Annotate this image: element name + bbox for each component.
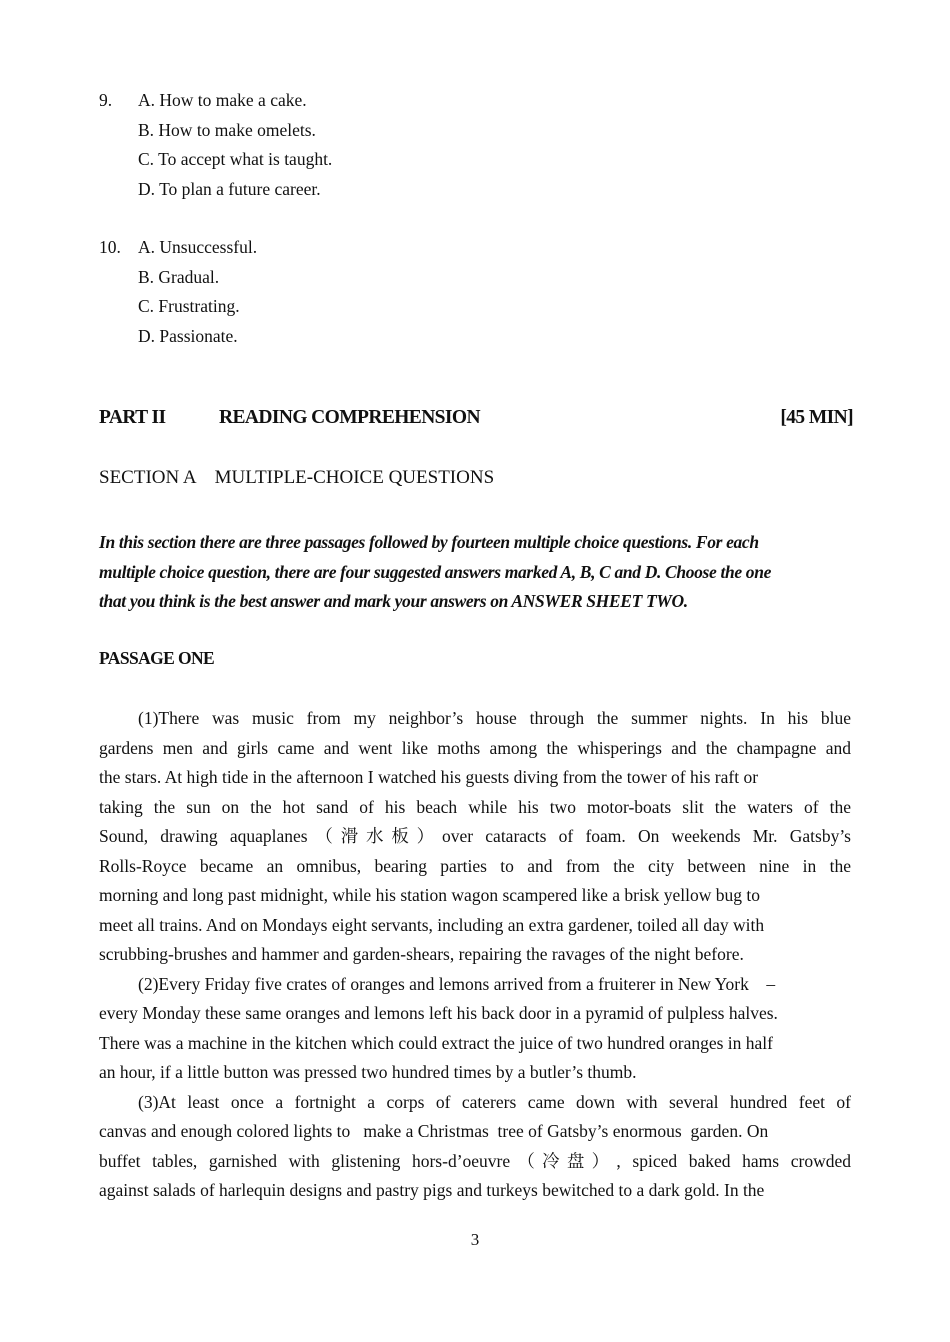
- instruction-line: that you think is the best answer and mark your answers on ANSWER SHEET TWO.: [99, 591, 688, 611]
- question-number: 10.: [99, 237, 121, 257]
- passage-line: taking the sun on the hot sand of his beach while his two motor-boats slit the waters of the: [99, 796, 851, 817]
- option-d: D. To plan a future career.: [138, 178, 321, 199]
- passage-line: gardens men and girls came and went like moths among the whisperings and the champagne and: [99, 737, 851, 758]
- option-b: B. Gradual.: [138, 266, 220, 287]
- passage-line: (2)Every Friday five crates of oranges and lemons arrived from a fruiterer in New York –: [138, 973, 776, 994]
- passage-title: PASSAGE ONE: [99, 648, 215, 668]
- passage-line: (3)At least once a fortnight a corps of caterers came down with several hundred feet of: [138, 1091, 851, 1112]
- part-title: READING COMPREHENSION: [219, 407, 480, 428]
- instruction-line: multiple choice question, there are four suggested answers marked A, B, C and D. Choose the one: [99, 561, 771, 582]
- part-number: PART II: [99, 407, 166, 428]
- option-c: C. Frustrating.: [138, 296, 240, 316]
- passage-line: Sound, drawing aquaplanes（滑水板）over cataracts of foam. On weekends Mr. Gatsby’s: [99, 826, 851, 846]
- option-b: B. How to make omelets.: [138, 119, 316, 140]
- passage-line: the stars. At high tide in the afternoon I watched his guests diving from the tower of his raft or: [99, 767, 759, 787]
- section-heading: SECTION A MULTIPLE-CHOICE QUESTIONS: [99, 467, 495, 488]
- option-a: A. Unsuccessful.: [138, 237, 258, 257]
- passage-line: There was a machine in the kitchen which could extract the juice of two hundred oranges in half: [99, 1032, 773, 1053]
- option-a: A. How to make a cake.: [138, 90, 307, 110]
- passage-line: every Monday these same oranges and lemons left his back door in a pyramid of pulpless halves.: [99, 1003, 778, 1023]
- passage-line: morning and long past midnight, while his station wagon scampered like a brisk yellow bug to: [99, 885, 761, 905]
- question-9: [99, 86, 332, 204]
- section-instructions: [99, 528, 887, 617]
- part-time: [45 MIN]: [780, 407, 853, 428]
- passage-line: against salads of harlequin designs and pastry pigs and turkeys bewitched to a dark gold. In the: [99, 1180, 765, 1200]
- passage-line: Rolls-Royce became an omnibus, bearing parties to and from the city between nine in the: [99, 855, 851, 876]
- passage-line: (1)There was music from my neighbor’s house through the summer nights. In his blue: [138, 708, 851, 728]
- passage-text: [99, 704, 851, 1206]
- instruction-line: In this section there are three passages followed by fourteen multiple choice questions. For each: [99, 532, 759, 552]
- passage-line: an hour, if a little button was pressed two hundred times by a butler’s thumb.: [99, 1062, 637, 1082]
- question-10: [99, 233, 257, 351]
- page-number: 3: [470, 1230, 480, 1249]
- passage-line: meet all trains. And on Mondays eight servants, including an extra gardener, toiled all day with: [99, 914, 765, 935]
- option-c: C. To accept what is taught.: [138, 149, 333, 169]
- passage-line: buffet tables, garnished with glistening hors-d’oeuvre（冷盘）, spiced baked hams crowded: [99, 1150, 851, 1171]
- option-d: D. Passionate.: [138, 325, 238, 346]
- passage-line: scrubbing-brushes and hammer and garden-shears, repairing the ravages of the night before.: [99, 944, 744, 964]
- part-heading: [99, 407, 853, 435]
- passage-line: canvas and enough colored lights to make a Christmas tree of Gatsby’s enormous garden. On: [99, 1121, 769, 1141]
- option-list: [138, 86, 332, 204]
- question-number: 9.: [99, 90, 113, 110]
- option-list: [138, 233, 257, 351]
